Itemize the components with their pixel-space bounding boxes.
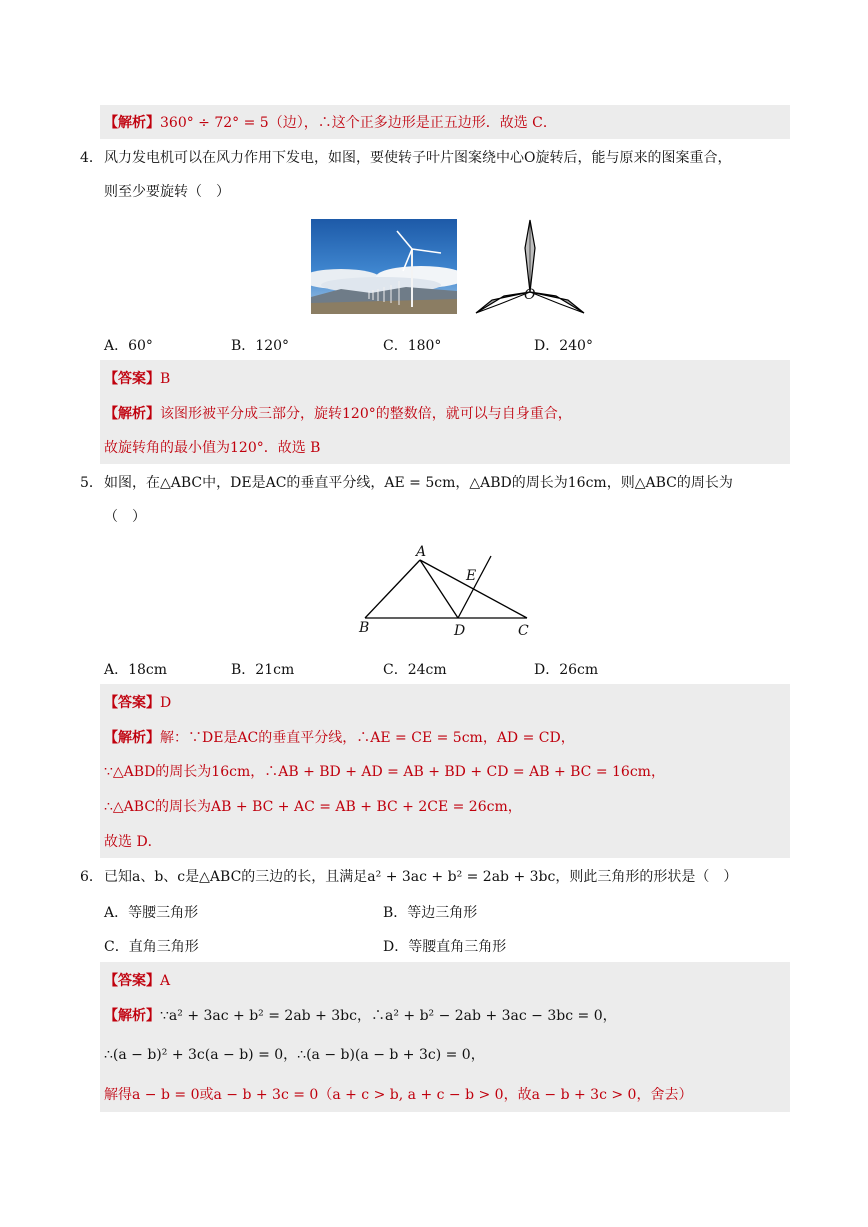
- q4-stem-line1: 风力发电机可以在风力作用下发电，如图，要使转子叶片图案绕中心O旋转后，能与原来的图案重合，: [104, 150, 732, 166]
- q4-answer-tag: 【答案】: [104, 371, 160, 387]
- q6-answer-value: A: [160, 973, 171, 989]
- triangle-figure: [355, 542, 545, 642]
- q4-analysis-text1: 该图形被平分成三部分，旋转120°的整数倍，就可以与自身重合，: [160, 406, 572, 422]
- q5-option-b: B．21cm: [231, 662, 295, 678]
- q4-stem-line2: 则至少要旋转（ ）: [104, 184, 230, 200]
- q4-analysis-tag: 【解析】: [104, 406, 160, 422]
- wind-turbine-photo: [311, 219, 457, 314]
- q3-analysis: [104, 113, 557, 133]
- q4-answer-value: B: [160, 371, 171, 387]
- q5-stem-line2: （ ）: [104, 509, 146, 525]
- q6-analysis-line1: [104, 1006, 617, 1026]
- q5-analysis-text1: 解：∵DE是AC的垂直平分线，∴AE = CE = 5cm，AD = CD，: [160, 730, 575, 746]
- q5-analysis-line4: 故选 D．: [104, 834, 162, 850]
- q6-analysis-tag: 【解析】: [104, 1008, 160, 1024]
- q4-option-d: D．240°: [534, 338, 593, 354]
- vertex-label-d: D: [454, 623, 466, 639]
- vertex-label-e: E: [466, 568, 477, 584]
- q4-option-b: B．120°: [231, 338, 290, 354]
- q6-analysis-line3: 解得a − b = 0或a − b + 3c = 0（a + c > b, a + c − b > 0，故a − b + 3c > 0，舍去）: [104, 1087, 693, 1103]
- q5-stem-line1: 如图，在△ABC中，DE是AC的垂直平分线，AE = 5cm，△ABD的周长为16cm，则△ABC的周长为: [104, 475, 733, 491]
- q6-analysis-line2: ∴(a − b)² + 3c(a − b) = 0，∴(a − b)(a − b + 3c) = 0，: [104, 1047, 485, 1063]
- q6-number: 6．: [80, 869, 103, 885]
- vertex-label-b: B: [359, 620, 370, 636]
- q5-option-c: C．24cm: [383, 662, 447, 678]
- q5-number: 5．: [80, 475, 103, 491]
- q4-option-a: A．60°: [104, 338, 153, 354]
- q6-analysis-text1: ∵a² + 3ac + b² = 2ab + 3bc，∴a² + b² − 2ab + 3ac − 3bc = 0，: [160, 1008, 617, 1024]
- q5-analysis-tag: 【解析】: [104, 730, 160, 746]
- q4-answer: [104, 369, 170, 389]
- q5-option-a: A．18cm: [104, 662, 168, 678]
- q6-answer: [104, 971, 170, 991]
- rotor-center-label: O: [524, 287, 536, 303]
- q4-number: 4．: [80, 150, 103, 166]
- q5-answer: [104, 693, 171, 713]
- q4-option-c: C．180°: [383, 338, 442, 354]
- q4-analysis-line1: [104, 404, 572, 424]
- q6-option-a: A．等腰三角形: [104, 905, 199, 921]
- q6-option-c: C．直角三角形: [104, 939, 199, 955]
- q3-analysis-tag: 【解析】: [104, 115, 160, 131]
- vertex-label-a: A: [416, 544, 427, 560]
- q6-option-b: B．等边三角形: [383, 905, 478, 921]
- q5-option-d: D．26cm: [534, 662, 599, 678]
- q6-option-d: D．等腰直角三角形: [383, 939, 507, 955]
- q4-analysis-line2: 故旋转角的最小值为120°．故选 B: [104, 440, 321, 456]
- q3-analysis-text: 360° ÷ 72° = 5（边），∴这个正多边形是正五边形．故选 C．: [160, 115, 557, 131]
- q6-stem: 已知a、b、c是△ABC的三边的长，且满足a² + 3ac + b² = 2ab + 3bc，则此三角形的形状是（ ）: [104, 869, 738, 885]
- vertex-label-c: C: [518, 623, 529, 639]
- q5-answer-value: D: [160, 695, 172, 711]
- q5-analysis-line2: ∵△ABD的周长为16cm，∴AB + BD + AD = AB + BD + CD = AB + BC = 16cm，: [104, 764, 665, 780]
- q5-answer-tag: 【答案】: [104, 695, 160, 711]
- q5-analysis-line3: ∴△ABC的周长为AB + BC + AC = AB + BC + 2CE = 26cm，: [104, 799, 522, 815]
- q6-answer-tag: 【答案】: [104, 973, 160, 989]
- q5-analysis-line1: [104, 728, 575, 748]
